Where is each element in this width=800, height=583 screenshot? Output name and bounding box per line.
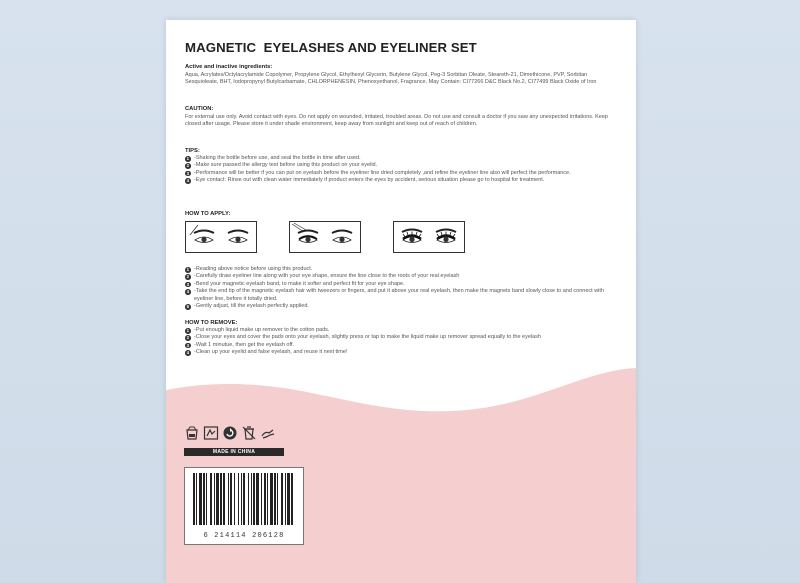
- package-box: [166, 20, 636, 583]
- barcode-bar: [214, 473, 215, 525]
- barcode-bar: [261, 473, 262, 525]
- barcode-bar: [196, 473, 197, 525]
- made-in-china-label: MADE IN CHINA: [184, 448, 284, 456]
- barcode-bar: [193, 473, 195, 525]
- remove-list: [185, 327, 617, 357]
- step-text: -Reading above notice before using this product.: [194, 266, 313, 272]
- step-number: 4: [186, 289, 190, 295]
- barcode-bar: [216, 473, 219, 525]
- step-text: -Carefully draw eyeliner line along with your eye shape, ensure the line close to the roots of your real eyelash: [194, 273, 460, 280]
- list-item: [185, 334, 617, 341]
- package-symbol-icon: [203, 425, 219, 441]
- barcode-bar: [267, 473, 268, 525]
- barcode-bar: [238, 473, 239, 525]
- list-item: [185, 266, 617, 273]
- step-number: 3: [186, 281, 190, 287]
- symbol-icons: [184, 425, 276, 443]
- step-text: -Wait 1 minutue, then get the eyelash off.: [194, 341, 294, 348]
- step-number: 2: [186, 163, 190, 169]
- list-item: [185, 288, 617, 303]
- step-number: 3: [186, 342, 190, 348]
- barcode-bar: [223, 473, 225, 525]
- list-item: [185, 303, 617, 310]
- hands-icon: [260, 425, 276, 441]
- step-text: -Take the end tip of the magnetic eyelash hair with tweezers or fingers, and put it above your real eyelash, then make the magnets band slowly close to and connect with eyeliner line, before it totally dried.: [194, 288, 604, 302]
- list-item: [185, 342, 617, 349]
- eyeliner-step-illustration: [185, 221, 257, 253]
- barcode-bar: [291, 473, 293, 525]
- barcode-bar: [251, 473, 252, 525]
- remove-heading: HOW TO REMOVE:: [185, 320, 238, 326]
- barcode-bar: [199, 473, 202, 525]
- trash-bin-icon: [241, 425, 257, 441]
- step-text: -Make sure passed the allergy test before using this product on your eyelid.: [194, 162, 378, 169]
- ingredients-text: Aqua, Acrylates/Octylacrylamide Copolymer, Propylene Glycol, Ethylhexyl Glycerin, Butylene Glycol, Peg-3 Sorbitan Oleate, Steareth-21, Dimethicone, PVP, Sorbitan Sesquioleate, BHT, Iodopropynyl Butylcarbamate, CHLORPHENESIN, Phenoxyethanol, Fragrance. May Contain: CI77266 D&C Black No.2, CI77499 Black Oxide of Iron: [185, 72, 597, 86]
- recycle-icon: [222, 425, 238, 441]
- step-text: -Eye contact: Rinse out with clean water immediately if product enters the eyes by accident, serious situation please go to hospital for treatment.: [194, 177, 545, 184]
- barcode-bar: [277, 473, 278, 525]
- barcode-bar: [287, 473, 290, 525]
- step-number: 2: [186, 335, 190, 341]
- tips-heading: TIPS:: [185, 148, 200, 154]
- barcode-bar: [203, 473, 205, 525]
- step-text: -Gently adjust, till the eyelash perfectly applied.: [194, 303, 309, 310]
- step-number: 1: [186, 328, 190, 333]
- barcode-bar: [248, 473, 249, 525]
- barcode-bar: [264, 473, 266, 525]
- barcode-bar: [243, 473, 245, 525]
- step-number: 1: [186, 267, 190, 272]
- barcode-bar: [241, 473, 242, 525]
- bend-lash-step-illustration: [289, 221, 361, 253]
- apply-list: [185, 266, 617, 310]
- step-text: -Bend your magnetic eyelash band, to make it softer and perfect fit for your eye shape.: [194, 280, 405, 287]
- list-item: [185, 162, 617, 169]
- barcode: [184, 467, 304, 545]
- barcode-bar: [253, 473, 255, 525]
- list-item: [185, 155, 617, 162]
- list-item: [185, 327, 617, 334]
- apply-heading: HOW TO APPLY:: [185, 211, 231, 217]
- list-item: [185, 170, 617, 177]
- barcode-bar: [206, 473, 207, 525]
- list-item: [185, 349, 617, 356]
- list-item: [185, 281, 617, 288]
- barcode-bar: [220, 473, 222, 525]
- barcode-bar: [256, 473, 259, 525]
- caution-heading: CAUTION:: [185, 106, 214, 112]
- applied-lash-illustration: [393, 221, 465, 253]
- barcode-bar: [230, 473, 232, 525]
- step-number: 3: [186, 170, 190, 176]
- step-text: -Put enough liquid make up remover to the cotton pads.: [194, 327, 330, 333]
- list-item: [185, 273, 617, 280]
- barcode-bar: [210, 473, 212, 525]
- barcode-bar: [285, 473, 286, 525]
- step-text: -Close your eyes and cover the pads onto your eyelash, slightly press or tap to make the liquid make up remover spread equally to the eyelash: [194, 334, 541, 341]
- ingredients-heading: Active and inactive ingredients:: [185, 64, 273, 70]
- list-item: [185, 177, 617, 184]
- barcode-bar: [270, 473, 273, 525]
- tips-list: [185, 155, 617, 185]
- barcode-bar: [281, 473, 283, 525]
- step-number: 1: [186, 156, 190, 161]
- step-text: -Shaking the bottle before use, and seal the bottle in time after used.: [194, 155, 361, 161]
- product-title: MAGNETIC EYELASHES AND EYELINER SET: [185, 40, 477, 55]
- step-text: -Clean up your eyelid and false eyelash, and reuse it next time!: [194, 349, 348, 356]
- step-number: 5: [186, 304, 190, 310]
- step-number: 4: [186, 350, 190, 356]
- barcode-number: 6 214114 206128: [203, 532, 285, 540]
- step-number: 4: [186, 178, 190, 184]
- step-number: 2: [186, 274, 190, 280]
- caution-text: For external use only. Avoid contact with eyes. Do not apply on wounded, irritated, troubled areas. Do not use and consult a doctor if you saw any unexpected irritations. Keep closed after usage. Please store it under shade environment, keep away from sunlight and keep out of reach of children.: [185, 114, 608, 128]
- barcode-bar: [228, 473, 229, 525]
- 12m-jar-icon: [184, 425, 200, 441]
- barcode-bar: [274, 473, 276, 525]
- step-text: -Performance will be better if you can put on eyelash before the eyeliner line dried completely ,and refine the eyeliner line also will perfect the performance.: [194, 169, 571, 176]
- barcode-bar: [234, 473, 235, 525]
